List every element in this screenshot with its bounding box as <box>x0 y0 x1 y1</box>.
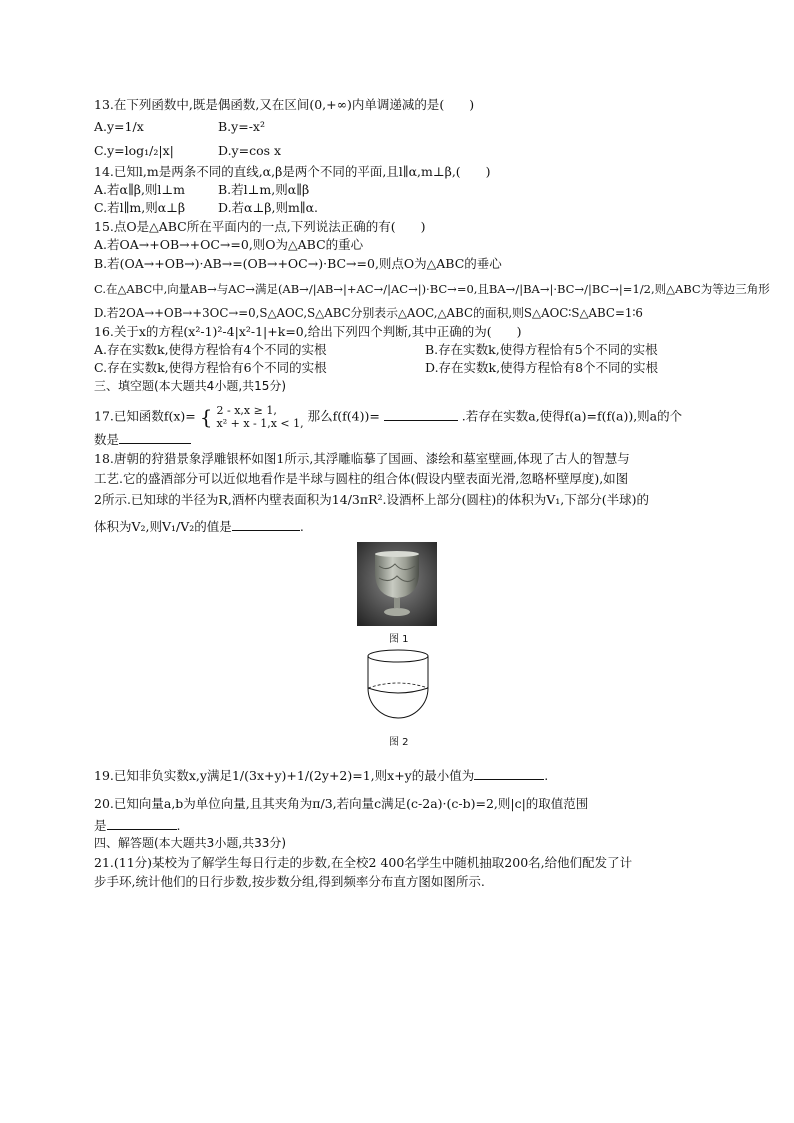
q13-option-c: C.y=log₁/₂|x| <box>94 143 174 158</box>
q20-blank[interactable] <box>107 817 177 830</box>
q17-line1 <box>94 404 682 430</box>
figure-1-caption: 图 1 <box>389 634 409 645</box>
q18-line1: 18.唐朝的狩猎景象浮雕银杯如图1所示,其浮雕临摹了国画、漆绘和墓室壁画,体现了古人的智慧与 <box>94 451 630 466</box>
q17-case1: 2 - x,x ≥ 1, <box>216 404 277 417</box>
q15-option-a: A.若OA→+OB→+OC→=0,则O为△ABC的重心 <box>94 237 364 252</box>
q17-blank-1[interactable] <box>384 408 458 421</box>
q14-option-c: C.若l∥m,则α⊥β <box>94 200 186 215</box>
q17-mid: 那么f(f(4))= <box>307 408 380 424</box>
q13-stem: 13.在下列函数中,既是偶函数,又在区间(0,+∞)内单调递减的是( ) <box>94 97 475 112</box>
q19-blank[interactable] <box>474 767 544 780</box>
q17-post: .若存在实数a,使得f(a)=f(f(a)),则a的个 <box>461 408 683 424</box>
q16-option-a: A.存在实数k,使得方程恰有4个不同的实根 <box>94 342 327 357</box>
silver-cup-photo <box>357 542 437 626</box>
q13-option-a: A.y=1/x <box>94 119 144 134</box>
brace-icon: { <box>199 405 213 429</box>
q18-line3: 2所示.已知球的半径为R,酒杯内壁表面积为14/3πR².设酒杯上部分(圆柱)的体积为V₁,下部分(半球)的 <box>94 492 650 507</box>
q15-stem: 15.点O是△ABC所在平面内的一点,下列说法正确的有( ) <box>94 219 426 234</box>
q15-option-c: C.在△ABC中,向量AB→与AC→满足(AB→/|AB→|+AC→/|AC→|)·BC→=0,且BA→/|BA→|·BC→/|BC→|=1/2,则△ABC为等边三角形 <box>94 282 770 296</box>
q20-line2: 是 . <box>94 818 181 833</box>
q21-line1: 21.(11分)某校为了解学生每日行走的步数,在全校2 400名学生中随机抽取200名,给他们配发了计 <box>94 855 633 870</box>
figure-2-caption: 图 2 <box>389 737 409 748</box>
cup-diagram <box>356 646 440 730</box>
q16-option-b: B.存在实数k,使得方程恰有5个不同的实根 <box>425 342 658 357</box>
q13-option-d: D.y=cos x <box>218 143 282 158</box>
q18-line4: 体积为V₂,则V₁/V₂的值是 . <box>94 519 304 534</box>
q18-line4-text: 体积为V₂,则V₁/V₂的值是 <box>94 519 232 534</box>
q17-line2-text: 数是 <box>94 432 120 447</box>
section-3-heading: 三、填空题(本大题共4小题,共15分) <box>94 379 287 393</box>
q18-line2: 工艺.它的盛酒部分可以近似地看作是半球与圆柱的组合体(假设内壁表面光滑,忽略杯壁厚度),如图 <box>94 471 629 486</box>
q15-option-b: B.若(OA→+OB→)·AB→=(OB→+OC→)·BC→=0,则点O为△ABC的垂心 <box>94 256 502 271</box>
q20-line1: 20.已知向量a,b为单位向量,且其夹角为π/3,若向量c满足(c-2a)·(c-b)=2,则|c|的取值范围 <box>94 796 589 811</box>
q14-stem: 14.已知l,m是两条不同的直线,α,β是两个不同的平面,且l∥α,m⊥β,( ) <box>94 164 491 179</box>
q21-line2: 步手环,统计他们的日行步数,按步数分组,得到频率分布直方图如图所示. <box>94 874 485 889</box>
q15-option-d: D.若2OA→+OB→+3OC→=0,S△AOC,S△ABC分别表示△AOC,△ABC的面积,则S△AOC∶S△ABC=1∶6 <box>94 306 643 320</box>
q14-option-d: D.若α⊥β,则m∥α. <box>218 200 318 215</box>
q17-case2: x² + x - 1,x < 1, <box>216 417 304 430</box>
q20-line2-text: 是 <box>94 818 107 833</box>
q19-line: 19.已知非负实数x,y满足1/(3x+y)+1/(2y+2)=1,则x+y的最小值为 . <box>94 768 549 783</box>
q19-text: 19.已知非负实数x,y满足1/(3x+y)+1/(2y+2)=1,则x+y的最小值为 <box>94 768 475 783</box>
q14-option-a: A.若α∥β,则l⊥m <box>94 182 186 197</box>
q16-stem: 16.关于x的方程(x²-1)²-4|x²-1|+k=0,给出下列四个判断,其中正确的为( ) <box>94 324 522 339</box>
q17-blank-2[interactable] <box>119 431 191 444</box>
q13-option-b: B.y=-x² <box>218 119 265 134</box>
q14-option-b: B.若l⊥m,则α∥β <box>218 182 310 197</box>
q18-blank[interactable] <box>232 518 300 531</box>
q16-option-d: D.存在实数k,使得方程恰有8个不同的实根 <box>425 360 659 375</box>
q16-option-c: C.存在实数k,使得方程恰有6个不同的实根 <box>94 360 327 375</box>
q17-pre: 17.已知函数f(x)= <box>94 408 196 424</box>
q17-line2 <box>94 431 191 448</box>
section-4-heading: 四、解答题(本大题共3小题,共33分) <box>94 836 287 850</box>
